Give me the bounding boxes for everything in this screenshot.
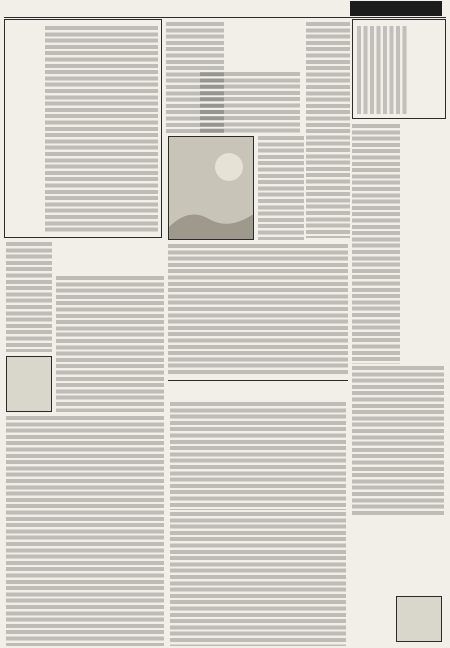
header-rule xyxy=(4,17,446,18)
lower-bottom-center-text xyxy=(170,512,346,646)
right-column-lower-text xyxy=(352,366,444,516)
top-left-article-text xyxy=(45,26,158,234)
photo-frame xyxy=(168,136,254,240)
mid-left-article-title xyxy=(58,246,178,262)
mid-left-article-subtitle xyxy=(84,262,164,272)
right-column-title xyxy=(406,124,422,204)
right-column-text xyxy=(352,124,400,364)
mid-left-illustration xyxy=(6,356,52,412)
top-right-article-box xyxy=(352,19,446,119)
photo-caption xyxy=(187,177,237,197)
top-left-article-box xyxy=(4,19,162,238)
mid-left-article-text xyxy=(56,276,164,412)
lower-center-article-text xyxy=(170,402,346,510)
top-left-article-title xyxy=(9,28,27,168)
center-mid-text xyxy=(168,244,348,376)
masthead xyxy=(350,1,442,16)
photo-side-text xyxy=(258,136,304,240)
top-right-article-title xyxy=(415,28,433,112)
middle-right-text xyxy=(306,22,350,238)
lower-right-illustration xyxy=(396,596,442,642)
top-center-article-subtitle xyxy=(238,60,298,70)
lower-right-article-title xyxy=(240,378,360,392)
lower-left-article-text xyxy=(6,416,164,646)
top-right-article-text xyxy=(357,26,407,114)
top-center-article-text xyxy=(200,72,300,134)
lower-right-article-subtitle xyxy=(250,394,330,404)
mid-left-side-text xyxy=(6,242,52,352)
